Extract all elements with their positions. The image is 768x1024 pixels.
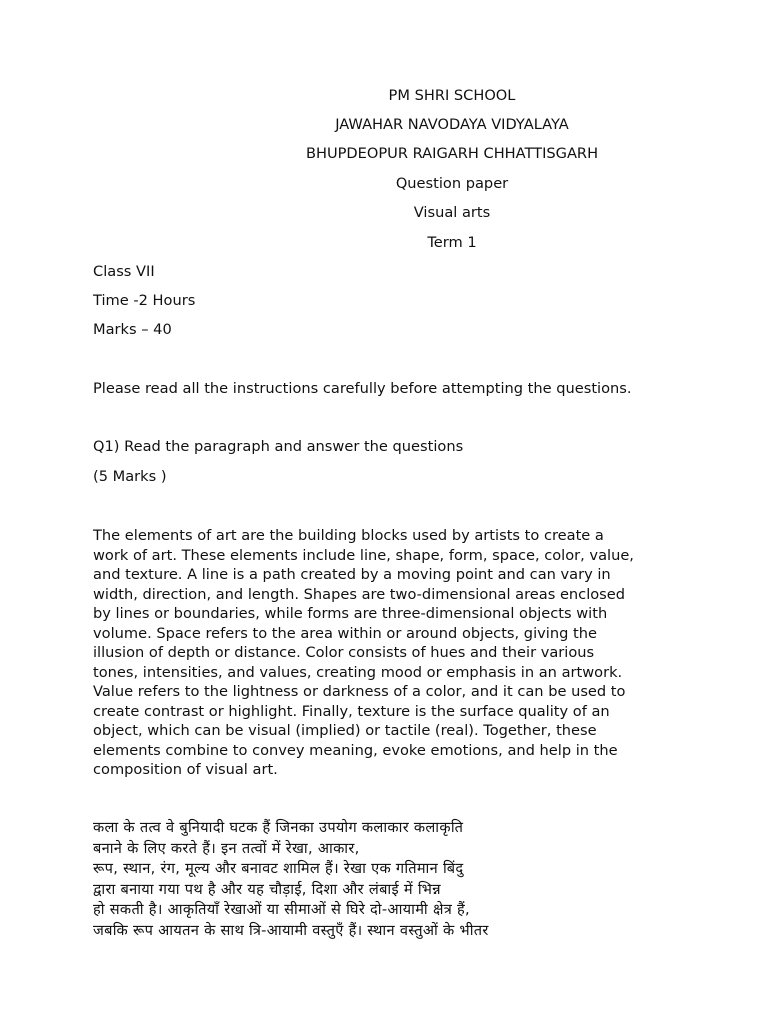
english-paragraph: The elements of art are the building blocks used by artists to create a work of art. These elements include line, shape, form, space, color, value, and texture. A line is a path created by a moving point and can vary in width, direction, and length. Shapes are two-dimensional areas enclosed by lines or boundaries, while forms are three-dimensional objects with volume. Space refers to the area within or around objects, giving the illusion of depth or distance. Color consists of hues and their various tones, intensities, and values, creating mood or emphasis in an artwork. Value refers to the lightness or darkness of a color, and it can be used to create contrast or highlight. Finally, texture is the surface quality of an object, which can be visual (implied) or tactile (real). Together, these elements combine to convey meaning, evoke emotions, and help in the composition of visual art.: [93, 527, 634, 778]
instructions-text: Please read all the instructions carefully before attempting the questions.: [93, 380, 632, 397]
subject-name: Visual arts: [413, 204, 491, 221]
document-type: Question paper: [395, 175, 509, 192]
time-label: Time -2 Hours: [93, 292, 196, 309]
school-name: PM SHRI SCHOOL: [388, 87, 516, 104]
institution-name: JAWAHAR NAVODAYA VIDYALAYA: [335, 116, 569, 133]
school-location: BHUPDEOPUR RAIGARH CHHATTISGARH: [305, 145, 599, 162]
question-1-prompt: Q1) Read the paragraph and answer the questions: [93, 438, 464, 455]
marks-label: Marks – 40: [93, 321, 172, 338]
class-label: Class VII: [93, 263, 155, 280]
question-1-marks: (5 Marks ): [93, 468, 167, 485]
term-label: Term 1: [427, 234, 477, 251]
hindi-paragraph: कला के तत्व वे बुनियादी घटक हैं जिनका उपयोग कलाकार कलाकृति बनाने के लिए करते हैं। इन तत्वों में रेखा, आकार, रूप, स्थान, रंग, मूल्य और बनावट शामिल हैं। रेखा एक गतिमान बिंदु द्वारा बनाया गया पथ है और यह चौड़ाई, दिशा और लंबाई में भिन्न हो सकती है। आकृतियाँ रेखाओं या सीमाओं से घिरे दो-आयामी क्षेत्र हैं, जबकि रूप आयतन के साथ त्रि-आयामी वस्तुएँ हैं। स्थान वस्तुओं के भीतर: [93, 819, 489, 939]
